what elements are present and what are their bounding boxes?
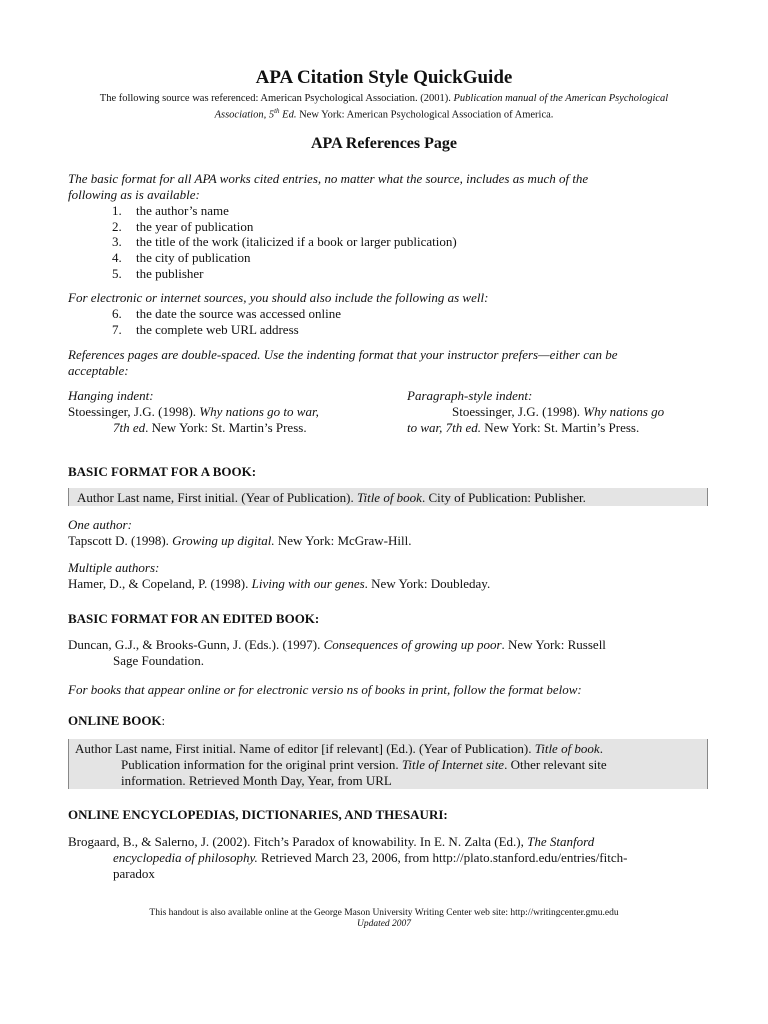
source-reference-line2: Association, 5th Ed. New York: American Psychological Association of America. <box>214 107 554 121</box>
one-author-label: One author: <box>68 517 132 532</box>
multiple-authors-example: Hamer, D., & Copeland, P. (1998). Living with our genes. New York: Doubleday. <box>68 576 491 591</box>
edited-book-line2: Sage Foundation. <box>113 653 204 668</box>
online-book-line1: Author Last name, First initial. Name of editor [if relevant] (Ed.). (Year of Publication). Title of book. <box>75 741 603 756</box>
list-item: 4. the city of publication <box>112 250 251 265</box>
references-note-line2: acceptable: <box>68 363 129 378</box>
book-format-template: Author Last name, First initial. (Year of Publication). Title of book. City of Publication: Publisher. <box>77 490 586 505</box>
paragraph-indent-label: Paragraph-style indent: <box>407 388 533 403</box>
hanging-indent-line2: 7th ed. New York: St. Martin’s Press. <box>113 420 307 435</box>
edited-book-heading: BASIC FORMAT FOR AN EDITED BOOK: <box>68 611 320 626</box>
list-item: 2. the year of publication <box>112 219 254 234</box>
list-item: 5. the publisher <box>112 266 204 281</box>
references-note-line1: References pages are double-spaced. Use the indenting format that your instructor prefers—either can be <box>68 347 618 362</box>
book-format-heading: BASIC FORMAT FOR A BOOK: <box>68 464 257 479</box>
list-item: 7. the complete web URL address <box>112 322 299 337</box>
page-title: APA Citation Style QuickGuide <box>255 67 513 88</box>
encyclopedias-heading: ONLINE ENCYCLOPEDIAS, DICTIONARIES, AND THESAURI: <box>68 807 448 822</box>
footer-handout-note: This handout is also available online at the George Mason University Writing Center web site: http://writingcenter.gmu.edu <box>149 908 619 918</box>
encyclopedia-line2: encyclopedia of philosophy. Retrieved March 23, 2006, from http://plato.stanford.edu/entries/fitch- <box>113 850 628 865</box>
paragraph-indent-line2: to war, 7th ed. New York: St. Martin’s Press. <box>407 420 640 435</box>
paragraph-indent-line1: Stoessinger, J.G. (1998). Why nations go <box>452 404 665 419</box>
encyclopedia-line3: paradox <box>113 866 155 881</box>
footer-updated: Updated 2007 <box>356 919 412 929</box>
source-reference-line1: The following source was referenced: American Psychological Association. (2001). Publication manual of the American Psychological <box>99 93 669 104</box>
hanging-indent-line1: Stoessinger, J.G. (1998). Why nations go to war, <box>68 404 319 419</box>
list-item: 1. the author’s name <box>112 203 229 218</box>
list-item: 3. the title of the work (italicized if a book or larger publication) <box>112 234 457 249</box>
encyclopedia-line1: Brogaard, B., & Salerno, J. (2002). Fitch’s Paradox of knowability. In E. N. Zalta (Ed.), The Stanford <box>68 834 595 849</box>
online-book-heading: ONLINE BOOK: <box>68 713 166 728</box>
section-title: APA References Page <box>310 135 457 152</box>
hanging-indent-label: Hanging indent: <box>68 388 154 403</box>
electronic-note: For electronic or internet sources, you should also include the following as well: <box>68 290 489 305</box>
online-book-line3: information. Retrieved Month Day, Year, from URL <box>121 773 392 788</box>
intro-line1: The basic format for all APA works cited entries, no matter what the source, includes as much of the <box>68 171 589 186</box>
online-book-line2: Publication information for the original print version. Title of Internet site. Other relevant site <box>121 757 607 772</box>
edited-book-line1: Duncan, G.J., & Brooks-Gunn, J. (Eds.). (1997). Consequences of growing up poor. New York: Russell <box>68 637 606 652</box>
online-books-note: For books that appear online or for electronic versio ns of books in print, follow the format below: <box>68 682 582 697</box>
intro-line2: following as is available: <box>68 187 200 202</box>
list-item: 6. the date the source was accessed online <box>112 306 342 321</box>
one-author-example: Tapscott D. (1998). Growing up digital. New York: McGraw-Hill. <box>68 533 412 548</box>
multiple-authors-label: Multiple authors: <box>68 560 160 575</box>
